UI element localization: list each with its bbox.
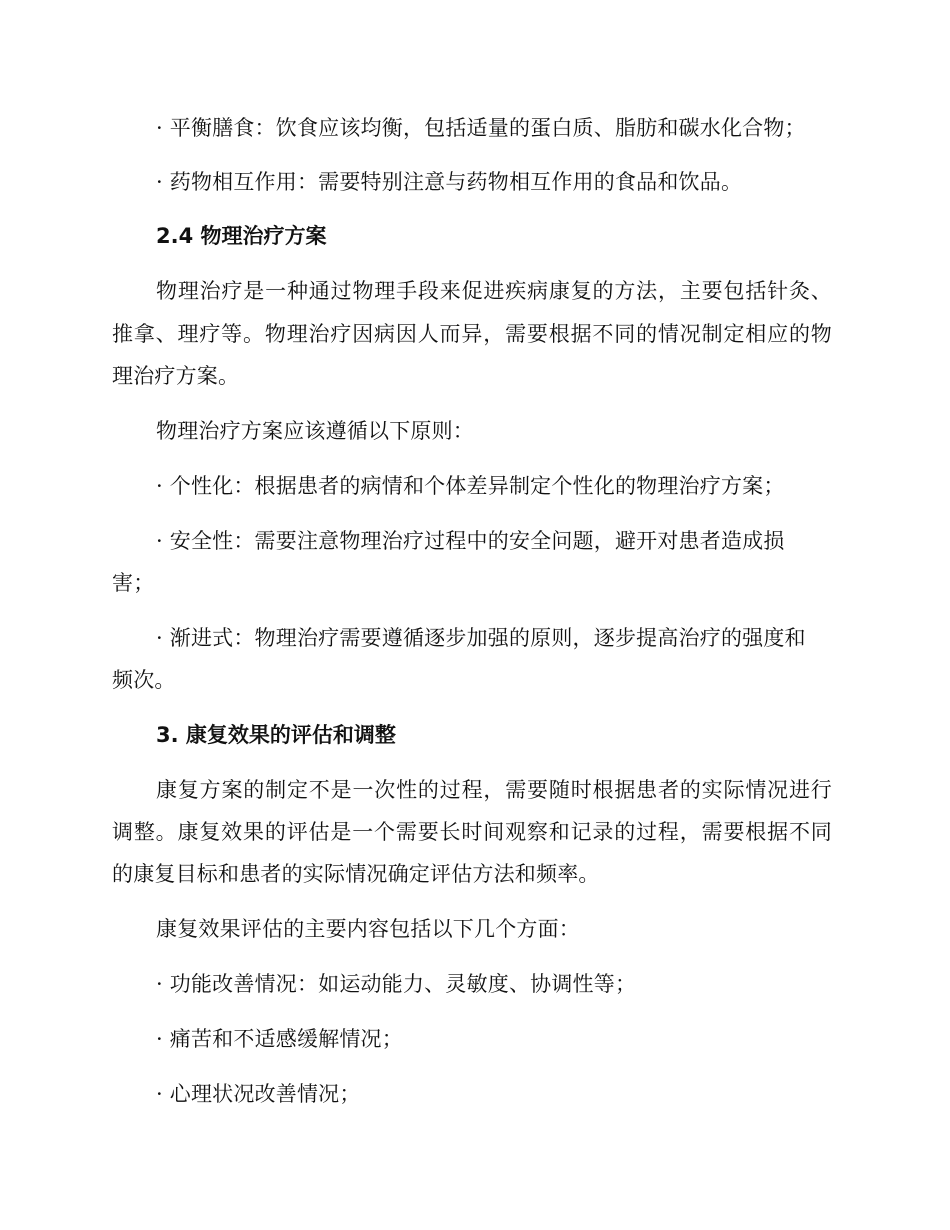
paragraph-line: 康复方案的制定不是一次性的过程，需要随时根据患者的实际情况进行 (156, 778, 832, 802)
paragraph-line: 的康复目标和患者的实际情况确定评估方法和频率。 (112, 862, 600, 886)
bullet-balanced-diet: · 平衡膳食：饮食应该均衡，包括适量的蛋白质、脂肪和碳水化合物； (156, 116, 806, 140)
section-heading-3: 3. 康复效果的评估和调整 (156, 723, 396, 747)
bullet-mental-state: · 心理状况改善情况； (156, 1082, 361, 1106)
bullet-drug-interaction: · 药物相互作用：需要特别注意与药物相互作用的食品和饮品。 (156, 170, 743, 194)
bullet-function-improvement: · 功能改善情况：如运动能力、灵敏度、协调性等； (156, 972, 637, 996)
paragraph-line: 理治疗方案。 (112, 364, 240, 388)
bullet-pain-relief: · 痛苦和不适感缓解情况； (156, 1027, 403, 1051)
paragraph-line: 推拿、理疗等。物理治疗因病因人而异，需要根据不同的情况制定相应的物 (112, 322, 832, 346)
bullet-safety-continuation: 害； (112, 571, 155, 595)
paragraph-line: 物理治疗方案应该遵循以下原则： (156, 419, 474, 443)
bullet-progressive-continuation: 频次。 (112, 668, 176, 692)
paragraph-line: 物理治疗是一种通过物理手段来促进疾病康复的方法，主要包括针灸、 (156, 279, 832, 303)
bullet-safety: · 安全性：需要注意物理治疗过程中的安全问题，避开对患者造成损 (156, 529, 785, 553)
bullet-personalized: · 个性化：根据患者的病情和个体差异制定个性化的物理治疗方案； (156, 474, 785, 498)
paragraph-line: 康复效果评估的主要内容包括以下几个方面： (156, 917, 580, 941)
bullet-progressive: · 渐进式：物理治疗需要遵循逐步加强的原则，逐步提高治疗的强度和 (156, 626, 806, 650)
section-heading-2-4: 2.4 物理治疗方案 (156, 224, 327, 248)
paragraph-line: 调整。康复效果的评估是一个需要长时间观察和记录的过程，需要根据不同 (112, 820, 832, 844)
